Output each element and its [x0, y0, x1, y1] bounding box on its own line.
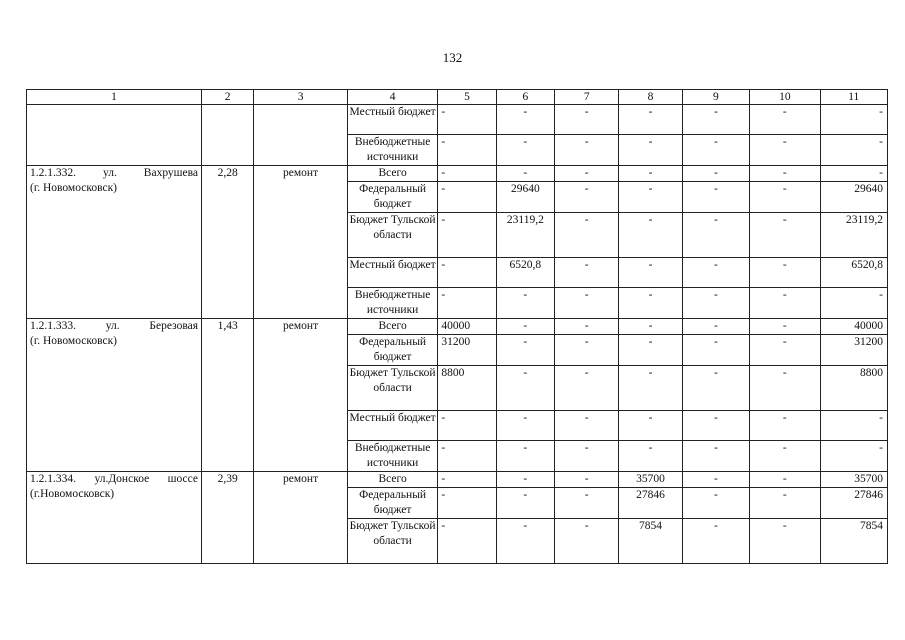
value-cell-col-8: - — [619, 135, 682, 166]
value-cell-col-5: - — [438, 472, 496, 488]
value-cell-col-5: - — [438, 213, 496, 258]
value-cell-col-5: - — [438, 411, 496, 441]
value-cell-col-7: - — [555, 441, 619, 472]
column-header-3: 3 — [254, 90, 348, 105]
value-cell-col-8: 27846 — [619, 488, 682, 519]
column-header-6: 6 — [496, 90, 554, 105]
funding-source-cell: Местный бюджет — [347, 258, 438, 288]
value-cell-col-11: - — [820, 441, 887, 472]
value-cell-col-11: - — [820, 288, 887, 319]
value-cell-col-6: - — [496, 288, 554, 319]
funding-source-cell: Федеральный бюджет — [347, 335, 438, 366]
value-cell-col-5: - — [438, 258, 496, 288]
value-cell-col-6: 23119,2 — [496, 213, 554, 258]
value-cell-col-11: 23119,2 — [820, 213, 887, 258]
value-cell-col-11: 40000 — [820, 319, 887, 335]
object-name-cell — [27, 472, 202, 564]
value-cell-col-5: 31200 — [438, 335, 496, 366]
funding-source-cell: Всего — [347, 472, 438, 488]
object-city: (г.Новомосковск) — [30, 488, 115, 500]
funding-source-cell: Местный бюджет — [347, 411, 438, 441]
value-cell-col-5: 40000 — [438, 319, 496, 335]
value-cell-col-6: - — [496, 519, 554, 564]
value-cell-col-11: 35700 — [820, 472, 887, 488]
object-name-cell — [27, 166, 202, 319]
value-cell-col-10: - — [750, 105, 820, 135]
value-cell-col-7: - — [555, 519, 619, 564]
column-header-1: 1 — [27, 90, 202, 105]
value-cell-col-6: - — [496, 488, 554, 519]
value-cell-col-7: - — [555, 488, 619, 519]
value-cell-col-10: - — [750, 366, 820, 411]
value-cell-col-5: 8800 — [438, 366, 496, 411]
funding-source-cell: Всего — [347, 166, 438, 182]
value-cell-col-7: - — [555, 258, 619, 288]
funding-source-cell: Внебюджетные источники — [347, 135, 438, 166]
value-cell-col-10: - — [750, 258, 820, 288]
value-cell-col-7: - — [555, 319, 619, 335]
funding-source-cell: Бюджет Тульской области — [347, 366, 438, 411]
budget-table — [26, 89, 888, 564]
table-body — [27, 105, 888, 564]
value-cell-col-11: - — [820, 135, 887, 166]
value-cell-col-8: - — [619, 288, 682, 319]
column-header-4: 4 — [347, 90, 438, 105]
value-cell-col-6: 29640 — [496, 182, 554, 213]
value-cell-col-10: - — [750, 166, 820, 182]
column-header-10: 10 — [750, 90, 820, 105]
value-cell-col-7: - — [555, 213, 619, 258]
value-cell-col-7: - — [555, 366, 619, 411]
value-cell-col-5: - — [438, 441, 496, 472]
value-cell-col-7: - — [555, 105, 619, 135]
value-cell-col-9: - — [682, 258, 749, 288]
value-cell-col-6: - — [496, 135, 554, 166]
value-cell-col-7: - — [555, 472, 619, 488]
value-cell-col-8: 7854 — [619, 519, 682, 564]
value-cell-col-5: - — [438, 135, 496, 166]
value-cell-col-6: - — [496, 319, 554, 335]
value-cell-col-10: - — [750, 135, 820, 166]
value-cell-col-10: - — [750, 441, 820, 472]
table-row — [27, 166, 888, 182]
column-header-8: 8 — [619, 90, 682, 105]
value-cell-col-10: - — [750, 288, 820, 319]
value-cell-col-5: - — [438, 105, 496, 135]
object-name-cell — [27, 105, 202, 166]
funding-source-cell: Федеральный бюджет — [347, 182, 438, 213]
table-row — [27, 472, 888, 488]
value-cell-col-8: - — [619, 411, 682, 441]
value-cell-col-6: - — [496, 441, 554, 472]
value-cell-col-8: - — [619, 166, 682, 182]
funding-source-cell: Бюджет Тульской области — [347, 213, 438, 258]
work-type-cell — [254, 105, 348, 166]
value-cell-col-9: - — [682, 135, 749, 166]
work-type-cell: ремонт — [254, 166, 348, 319]
value-cell-col-10: - — [750, 182, 820, 213]
value-cell-col-8: - — [619, 366, 682, 411]
value-cell-col-9: - — [682, 441, 749, 472]
column-header-9: 9 — [682, 90, 749, 105]
funding-source-cell: Бюджет Тульской области — [347, 519, 438, 564]
value-cell-col-7: - — [555, 335, 619, 366]
column-header-11: 11 — [820, 90, 887, 105]
value-cell-col-10: - — [750, 213, 820, 258]
value-cell-col-11: - — [820, 105, 887, 135]
value-cell-col-11: 6520,8 — [820, 258, 887, 288]
value-cell-col-5: - — [438, 166, 496, 182]
value-cell-col-9: - — [682, 472, 749, 488]
header-row — [27, 90, 888, 105]
value-cell-col-6: 6520,8 — [496, 258, 554, 288]
column-header-2: 2 — [202, 90, 254, 105]
value-cell-col-8: - — [619, 258, 682, 288]
value-cell-col-10: - — [750, 472, 820, 488]
length-cell: 2,28 — [202, 166, 254, 319]
funding-source-cell: Местный бюджет — [347, 105, 438, 135]
funding-source-cell: Внебюджетные источники — [347, 441, 438, 472]
value-cell-col-11: 29640 — [820, 182, 887, 213]
funding-source-cell: Внебюджетные источники — [347, 288, 438, 319]
value-cell-col-6: - — [496, 335, 554, 366]
value-cell-col-10: - — [750, 319, 820, 335]
value-cell-col-11: - — [820, 166, 887, 182]
value-cell-col-6: - — [496, 105, 554, 135]
value-cell-col-7: - — [555, 288, 619, 319]
value-cell-col-8: - — [619, 335, 682, 366]
value-cell-col-9: - — [682, 411, 749, 441]
value-cell-col-8: - — [619, 441, 682, 472]
page-number: 132 — [442, 50, 463, 65]
object-name: 1.2.1.333. ул. Березовая — [30, 320, 199, 332]
value-cell-col-7: - — [555, 411, 619, 441]
value-cell-col-9: - — [682, 213, 749, 258]
value-cell-col-9: - — [682, 335, 749, 366]
funding-source-cell: Федеральный бюджет — [347, 488, 438, 519]
value-cell-col-5: - — [438, 182, 496, 213]
length-cell: 2,39 — [202, 472, 254, 564]
value-cell-col-5: - — [438, 519, 496, 564]
object-name: 1.2.1.332. ул. Вахрушева — [30, 167, 199, 179]
value-cell-col-5: - — [438, 288, 496, 319]
length-cell — [202, 105, 254, 166]
work-type-cell: ремонт — [254, 319, 348, 472]
value-cell-col-11: 7854 — [820, 519, 887, 564]
value-cell-col-6: - — [496, 366, 554, 411]
table-row — [27, 105, 888, 135]
object-city: (г. Новомосковск) — [30, 182, 117, 194]
value-cell-col-9: - — [682, 519, 749, 564]
value-cell-col-8: - — [619, 105, 682, 135]
value-cell-col-8: - — [619, 182, 682, 213]
object-city: (г. Новомосковск) — [30, 335, 117, 347]
value-cell-col-9: - — [682, 105, 749, 135]
value-cell-col-11: - — [820, 411, 887, 441]
object-name-cell — [27, 319, 202, 472]
table-row — [27, 319, 888, 335]
value-cell-col-9: - — [682, 288, 749, 319]
value-cell-col-6: - — [496, 411, 554, 441]
value-cell-col-5: - — [438, 488, 496, 519]
value-cell-col-7: - — [555, 135, 619, 166]
value-cell-col-11: 31200 — [820, 335, 887, 366]
value-cell-col-7: - — [555, 166, 619, 182]
value-cell-col-7: - — [555, 182, 619, 213]
column-header-5: 5 — [438, 90, 496, 105]
value-cell-col-9: - — [682, 366, 749, 411]
value-cell-col-6: - — [496, 472, 554, 488]
value-cell-col-10: - — [750, 519, 820, 564]
value-cell-col-10: - — [750, 411, 820, 441]
value-cell-col-8: - — [619, 213, 682, 258]
length-cell: 1,43 — [202, 319, 254, 472]
column-header-7: 7 — [555, 90, 619, 105]
value-cell-col-10: - — [750, 488, 820, 519]
value-cell-col-8: 35700 — [619, 472, 682, 488]
value-cell-col-10: - — [750, 335, 820, 366]
object-name: 1.2.1.334. ул.Донское шоссе — [30, 473, 199, 485]
funding-source-cell: Всего — [347, 319, 438, 335]
value-cell-col-11: 27846 — [820, 488, 887, 519]
value-cell-col-8: - — [619, 319, 682, 335]
work-type-cell: ремонт — [254, 472, 348, 564]
value-cell-col-6: - — [496, 166, 554, 182]
value-cell-col-9: - — [682, 182, 749, 213]
value-cell-col-11: 8800 — [820, 366, 887, 411]
value-cell-col-9: - — [682, 319, 749, 335]
value-cell-col-9: - — [682, 488, 749, 519]
value-cell-col-9: - — [682, 166, 749, 182]
